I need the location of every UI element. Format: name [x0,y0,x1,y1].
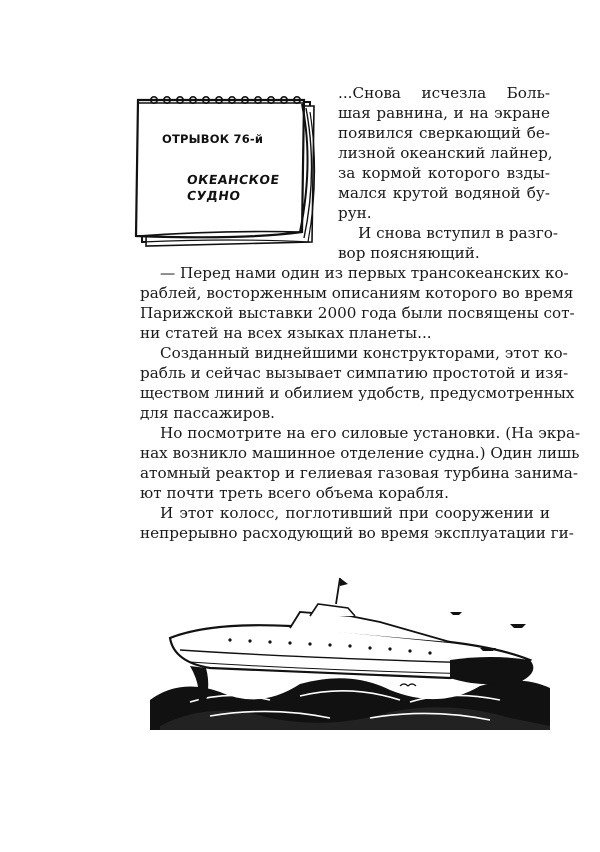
text-line: вор поясняющий. [338,244,480,262]
calendar-excerpt-label: ОТРЫВОК 76-й [162,132,264,146]
text-line: нах возникло машинное отделение судна.) Один лишь [140,444,580,462]
text-line: ют почти треть всего объема корабля. [140,484,449,502]
calendar-illustration [132,92,320,252]
text-line: Созданный виднейшими конструкторами, этот ко- [160,344,568,362]
text-line: раблей, восторженным описаниям которого во время [140,284,574,302]
text-line: ...Снова исчезла Боль- [338,84,550,102]
calendar-title-line2: СУДНО [185,188,242,203]
text-line: — Перед нами один из первых трансокеанских ко- [160,264,569,282]
ship-icon [150,550,550,730]
text-line: непрерывно расходующий во время эксплуатации ги- [140,524,574,542]
text-line: И этот колосс, поглотивший при сооружении и [160,504,550,522]
text-line: И снова вступил в разго- [358,224,559,242]
text-line: шая равнина, и на экране [338,104,550,122]
text-line: рабль и сейчас вызывает симпатию простотой и изя- [140,364,569,382]
text-line: за кормой которого взды- [338,164,550,182]
text-line: лизной океанский лайнер, [338,144,553,162]
text-line: Парижской выставки 2000 года были посвящены сот- [140,304,575,322]
text-line: атомный реактор и гелиевая газовая турбина занима- [140,464,578,482]
calendar-title-line1: ОКЕАНСКОЕ [185,172,281,187]
text-line: Но посмотрите на его силовые установки. (На экра- [160,424,581,442]
ocean-liner-illustration [150,550,550,730]
text-line: мался крутой водяной бу- [338,184,550,202]
text-line: ни статей на всех языках планеты... [140,324,432,342]
text-line: появился сверкающий бе- [338,124,550,142]
text-line: рун. [338,204,372,222]
text-line: ществом линий и обилием удобств, предусмотренных [140,384,575,402]
text-line: для пассажиров. [140,404,275,422]
